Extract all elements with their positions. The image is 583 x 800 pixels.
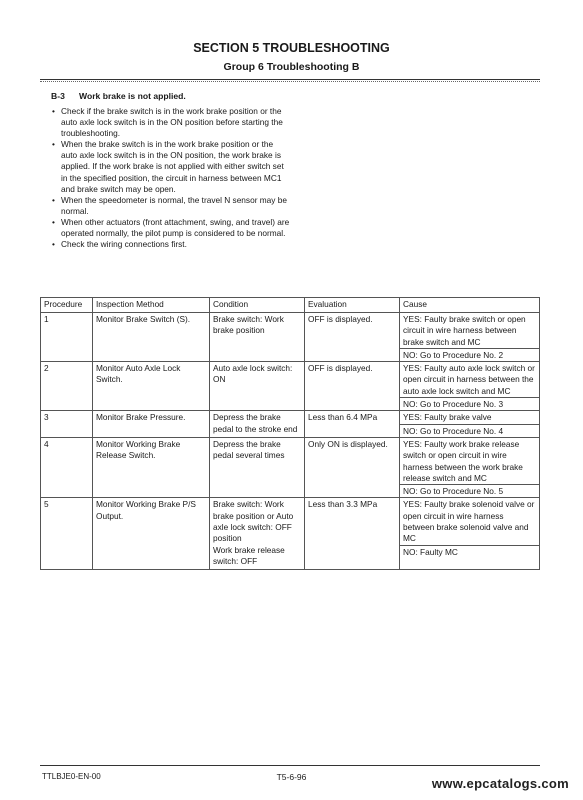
header-rule	[40, 79, 540, 80]
method-cell: Monitor Working Brake P/S Output.	[93, 498, 210, 569]
footer-rule	[40, 765, 540, 766]
list-item: • When other actuators (front attachment, swing, and travel) are operated normally, the pilot pump is considered to be normal.	[52, 216, 290, 239]
col-header-condition: Condition	[210, 298, 305, 313]
condition-cell: Auto axle lock switch: ON	[210, 362, 305, 411]
condition-text: Brake switch: Work brake position or Auto axle lock switch: OFF position	[213, 499, 294, 544]
list-item: • When the brake switch is in the work brake position or the auto axle lock switch is in the ON position, the work brake is applied. If the work brake is not applied with either switch set in the specified position, the circuit in harness between MC1 and brake switch may be open.	[52, 139, 284, 194]
procedure-cell: 3	[41, 411, 93, 438]
table-row	[41, 411, 540, 424]
fault-title: Work brake is not applied.	[79, 91, 186, 101]
group-title: Group 6 Troubleshooting B	[223, 61, 360, 73]
cause-no-cell: NO: Faulty MC	[400, 545, 540, 569]
bullet-icon: •	[52, 139, 55, 150]
condition-cell	[210, 498, 305, 569]
bullet-icon: •	[52, 194, 55, 205]
precaution-list	[51, 106, 291, 250]
troubleshooting-table	[40, 297, 540, 570]
col-header-evaluation: Evaluation	[305, 298, 400, 313]
fault-code: B-3	[51, 91, 65, 101]
col-header-cause: Cause	[400, 298, 540, 313]
list-item: • Check the wiring connections first.	[52, 239, 187, 250]
cause-no-cell: NO: Go to Procedure No. 5	[400, 485, 540, 498]
condition-cell: Depress the brake pedal several times	[210, 437, 305, 497]
cause-yes-cell: YES: Faulty brake switch or open circuit in wire harness between brake switch and MC	[400, 313, 540, 349]
table-row	[41, 498, 540, 545]
header-dotted-rule	[40, 81, 540, 82]
table-header-row	[41, 298, 540, 313]
procedure-cell: 5	[41, 498, 93, 569]
table-row	[41, 313, 540, 349]
evaluation-cell: Less than 6.4 MPa	[305, 411, 400, 438]
section-title: SECTION 5 TROUBLESHOOTING	[193, 41, 390, 55]
list-item: • Check if the brake switch is in the work brake position or the auto axle lock switch is in the ON position before starting the troubleshooting.	[52, 106, 283, 139]
method-cell: Monitor Brake Pressure.	[93, 411, 210, 438]
procedure-cell: 1	[41, 313, 93, 362]
doc-code: TTLBJE0-EN-00	[42, 772, 101, 781]
bullet-icon: •	[52, 106, 55, 116]
cause-yes-cell: YES: Faulty brake valve	[400, 411, 540, 424]
evaluation-cell: Less than 3.3 MPa	[305, 498, 400, 569]
method-cell: Monitor Working Brake Release Switch.	[93, 437, 210, 497]
evaluation-cell: OFF is displayed.	[305, 362, 400, 411]
procedure-cell: 4	[41, 437, 93, 497]
col-header-inspection-method: Inspection Method	[93, 298, 210, 313]
cause-no-cell: NO: Go to Procedure No. 3	[400, 398, 540, 411]
table-row	[41, 437, 540, 484]
condition-cell: Depress the brake pedal to the stroke end	[210, 411, 305, 438]
method-cell: Monitor Auto Axle Lock Switch.	[93, 362, 210, 411]
cause-yes-cell: YES: Faulty work brake release switch or open circuit in wire harness between the work brake release switch and MC	[400, 437, 540, 484]
cause-no-cell: NO: Go to Procedure No. 4	[400, 424, 540, 437]
bullet-icon: •	[52, 216, 55, 227]
method-cell: Monitor Brake Switch (S).	[93, 313, 210, 362]
evaluation-cell: OFF is displayed.	[305, 313, 400, 362]
condition-text-2: Work brake release switch: OFF	[213, 544, 285, 566]
table-row	[41, 362, 540, 398]
fault-heading	[51, 91, 186, 101]
bullet-icon: •	[52, 239, 55, 250]
page-number: T5-6-96	[276, 772, 307, 782]
watermark: www.epcatalogs.com	[431, 776, 569, 791]
cause-no-cell: NO: Go to Procedure No. 2	[400, 348, 540, 361]
cause-yes-cell: YES: Faulty auto axle lock switch or open circuit in harness between the auto axle lock switch and MC	[400, 362, 540, 398]
condition-cell: Brake switch: Work brake position	[210, 313, 305, 362]
list-item: • When the speedometer is normal, the travel N sensor may be normal.	[52, 194, 287, 216]
evaluation-cell: Only ON is displayed.	[305, 437, 400, 497]
cause-yes-cell: YES: Faulty brake solenoid valve or open circuit in wire harness between brake solenoid valve and MC	[400, 498, 540, 545]
col-header-procedure: Procedure	[41, 298, 93, 313]
procedure-cell: 2	[41, 362, 93, 411]
